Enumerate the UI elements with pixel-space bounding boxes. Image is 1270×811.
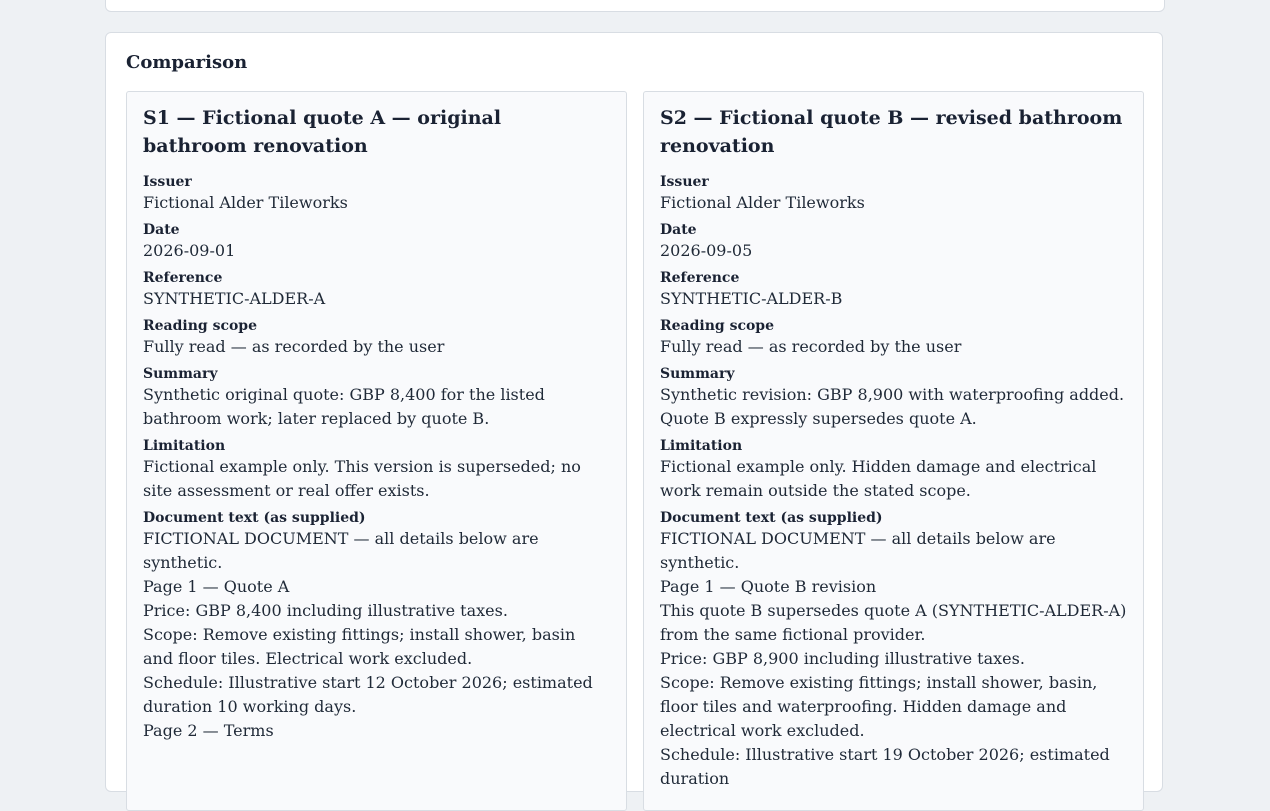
reading-scope-field (660, 317, 1127, 359)
reference-label: Reference (660, 270, 740, 286)
issuer-label: Issuer (143, 174, 192, 190)
reading-scope-label: Reading scope (143, 318, 258, 334)
limitation-value: Fictional example only. Hidden damage and electrical work remain outside the stated scope. (660, 457, 1097, 500)
document-text (660, 527, 1127, 791)
document-text-label: Document text (as supplied) (660, 510, 883, 526)
issuer-field (660, 173, 1127, 215)
document-line: FICTIONAL DOCUMENT — all details below are synthetic. (143, 529, 539, 572)
summary-field (143, 365, 610, 431)
summary-field (660, 365, 1127, 431)
issuer-value: Fictional Alder Tileworks (143, 193, 348, 212)
document-line: Schedule: Illustrative start 19 October 2026; estimated duration (660, 745, 1110, 788)
limitation-field (143, 437, 610, 503)
date-value: 2026-09-05 (660, 241, 753, 260)
document-text (143, 527, 610, 743)
document-line: Page 1 — Quote B revision (660, 577, 877, 596)
previous-card (105, 0, 1165, 12)
comparison-title: Comparison (126, 52, 248, 73)
document-line: Scope: Remove existing fittings; install shower, basin, floor tiles and waterproofing. Hidden damage and electrical work excluded. (660, 673, 1098, 740)
reading-scope-value: Fully read — as recorded by the user (660, 337, 962, 356)
limitation-label: Limitation (660, 438, 743, 454)
date-label: Date (660, 222, 697, 238)
reading-scope-label: Reading scope (660, 318, 775, 334)
issuer-field (143, 173, 610, 215)
issuer-value: Fictional Alder Tileworks (660, 193, 865, 212)
reading-scope-field (143, 317, 610, 359)
summary-value: Synthetic revision: GBP 8,900 with waterproofing added. Quote B expressly supersedes quote A. (660, 385, 1125, 428)
summary-value: Synthetic original quote: GBP 8,400 for the listed bathroom work; later replaced by quote B. (143, 385, 545, 428)
document-line: Schedule: Illustrative start 12 October 2026; estimated duration 10 working days. (143, 673, 593, 716)
document-line: Page 2 — Terms (143, 721, 274, 740)
reading-scope-value: Fully read — as recorded by the user (143, 337, 445, 356)
document-text-label: Document text (as supplied) (143, 510, 366, 526)
reference-value: SYNTHETIC-ALDER-A (143, 289, 326, 308)
issuer-label: Issuer (660, 174, 709, 190)
document-text-field (143, 509, 610, 743)
reference-label: Reference (143, 270, 223, 286)
limitation-label: Limitation (143, 438, 226, 454)
date-field (143, 221, 610, 263)
source-title: S2 — Fictional quote B — revised bathroom renovation (660, 107, 1123, 157)
summary-label: Summary (660, 366, 735, 382)
document-text-field (660, 509, 1127, 791)
summary-label: Summary (143, 366, 218, 382)
document-line: Page 1 — Quote A (143, 577, 290, 596)
document-line: FICTIONAL DOCUMENT — all details below are synthetic. (660, 529, 1056, 572)
limitation-field (660, 437, 1127, 503)
source-title: S1 — Fictional quote A — original bathroom renovation (143, 107, 502, 157)
document-line: This quote B supersedes quote A (SYNTHETIC-ALDER-A) from the same fictional provider. (660, 601, 1127, 644)
reference-field (143, 269, 610, 311)
document-line: Scope: Remove existing fittings; install shower, basin and floor tiles. Electrical work excluded. (143, 625, 576, 668)
date-field (660, 221, 1127, 263)
reference-field (660, 269, 1127, 311)
comparison-panel (105, 32, 1163, 792)
reference-value: SYNTHETIC-ALDER-B (660, 289, 843, 308)
source-card-s1 (126, 91, 627, 811)
date-value: 2026-09-01 (143, 241, 236, 260)
document-line: Price: GBP 8,400 including illustrative taxes. (143, 601, 508, 620)
source-card-s2 (643, 91, 1144, 811)
date-label: Date (143, 222, 180, 238)
limitation-value: Fictional example only. This version is superseded; no site assessment or real offer exists. (143, 457, 581, 500)
document-line: Price: GBP 8,900 including illustrative taxes. (660, 649, 1025, 668)
